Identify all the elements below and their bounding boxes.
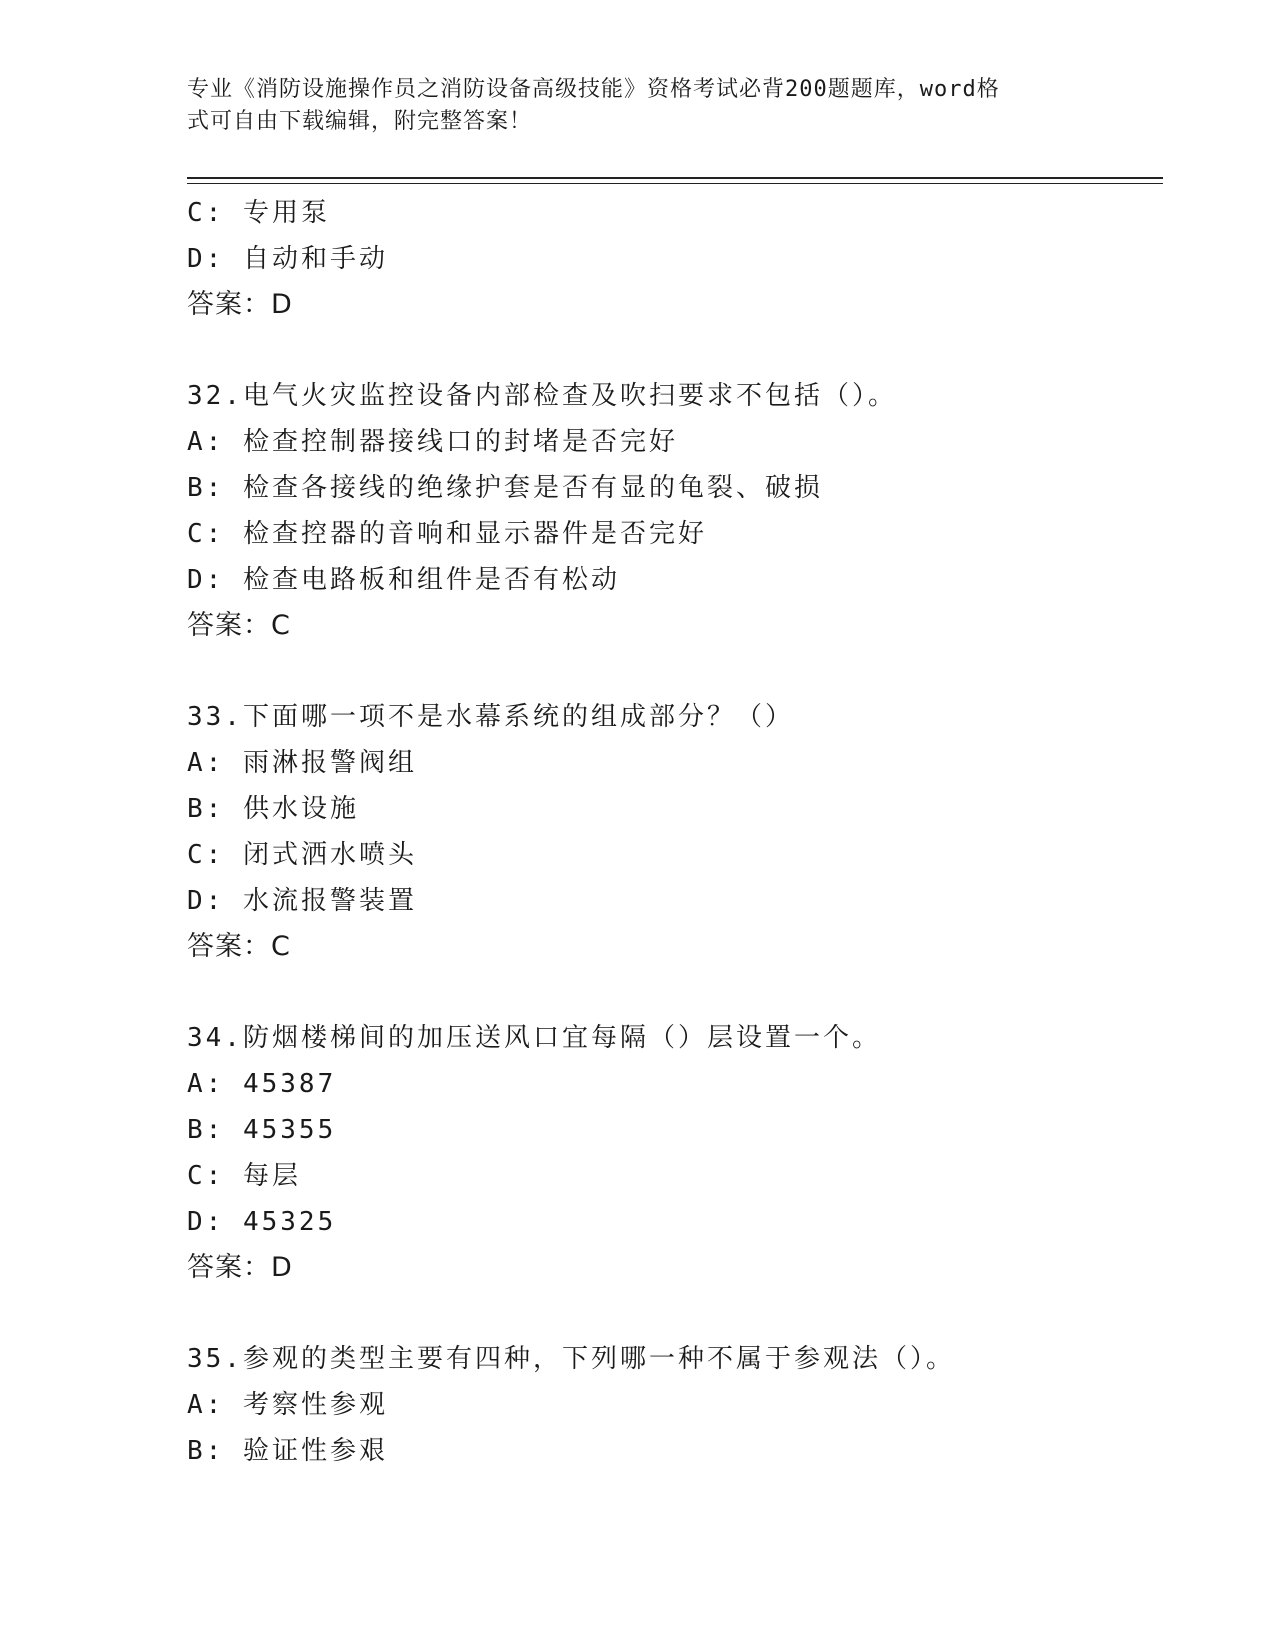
option-a: A: 雨淋报警阀组 <box>187 748 417 778</box>
option-b: B: 供水设施 <box>187 794 359 824</box>
question-block-32 <box>187 373 1163 649</box>
answer-line: 答案：C <box>187 610 291 641</box>
question-block-33 <box>187 694 1163 970</box>
document-header <box>187 74 1077 138</box>
option-d: D: 水流报警装置 <box>187 886 417 916</box>
option-c: C: 闭式洒水喷头 <box>187 840 417 870</box>
option-b: B: 45355 <box>187 1115 337 1145</box>
option-c: C: 检查控器的音响和显示器件是否完好 <box>187 519 707 549</box>
answer-line: 答案：C <box>187 931 291 962</box>
option-d: D: 45325 <box>187 1207 337 1237</box>
option-d: D: 检查电路板和组件是否有松动 <box>187 565 620 595</box>
option-c: C: 每层 <box>187 1161 301 1191</box>
question-block-35 <box>187 1336 1163 1474</box>
spacer <box>187 328 1163 373</box>
question-text: 33.下面哪一项不是水幕系统的组成部分？（） <box>187 702 794 732</box>
header-divider-thin <box>187 183 1163 184</box>
question-list <box>187 190 1163 1474</box>
header-line-2: 式可自由下载编辑，附完整答案！ <box>187 109 533 134</box>
option-b: B: 检查各接线的绝缘护套是否有显的龟裂、破损 <box>187 473 823 503</box>
option-a: A: 考察性参观 <box>187 1390 388 1420</box>
question-text: 35.参观的类型主要有四种，下列哪一种不属于参观法（）。 <box>187 1344 955 1374</box>
answer-line: 答案：D <box>187 1252 293 1283</box>
question-text: 32.电气火灾监控设备内部检查及吹扫要求不包括（）。 <box>187 381 897 411</box>
question-block-34 <box>187 1015 1163 1291</box>
spacer <box>187 649 1163 694</box>
header-divider-thick <box>187 177 1163 179</box>
question-block-31-tail <box>187 190 1163 328</box>
option-c: C: 专用泵 <box>187 198 330 228</box>
option-a: A: 检查控制器接线口的封堵是否完好 <box>187 427 678 457</box>
answer-line: 答案：D <box>187 289 293 320</box>
option-a: A: 45387 <box>187 1069 337 1099</box>
question-text: 34.防烟楼梯间的加压送风口宜每隔（）层设置一个。 <box>187 1023 881 1053</box>
option-b: B: 验证性参艰 <box>187 1436 388 1466</box>
spacer <box>187 970 1163 1015</box>
option-d: D: 自动和手动 <box>187 244 388 274</box>
header-line-1: 专业《消防设施操作员之消防设备高级技能》资格考试必背200题题库，word格 <box>187 77 1000 102</box>
spacer <box>187 1291 1163 1336</box>
